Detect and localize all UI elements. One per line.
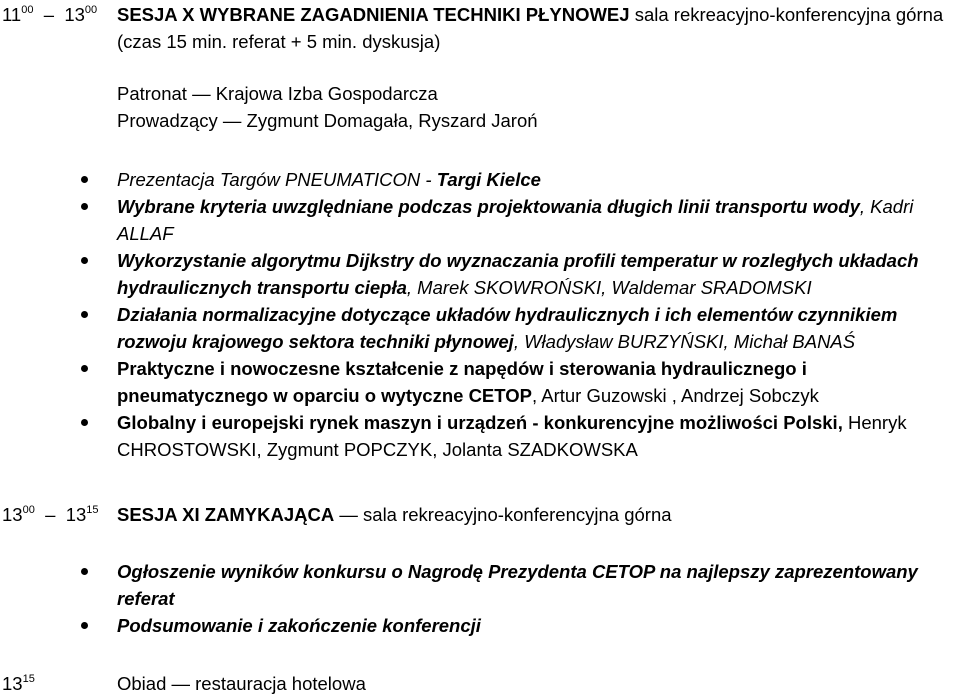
- session-x-header: [117, 1, 956, 55]
- bullet-icon: [81, 176, 88, 183]
- bullet-icon: [81, 203, 88, 210]
- list-item: Wykorzystanie algorytmu Dijkstry do wyznaczania profili temperatur w rozległych układach hydraulicznych transportu ciepła, Marek SKOWROŃSKI, Waldemar SRADOMSKI: [117, 247, 956, 301]
- time-minute: 00: [21, 4, 34, 16]
- session-x-patronage: [117, 80, 956, 134]
- session-xi-time: $13^{00} - 13^{15}$: [2, 504, 99, 525]
- list-item: Ogłoszenie wyników konkursu o Nagrodę Prezydenta CETOP na najlepszy zaprezentowany referat: [117, 558, 956, 612]
- time-hour: 11: [2, 4, 22, 25]
- bullet-icon: [81, 419, 88, 426]
- list-item: Podsumowanie i zakończenie konferencji: [117, 612, 956, 639]
- list-item: Globalny i europejski rynek maszyn i urządzeń - konkurencyjne możliwości Polski, Henryk CHROSTOWSKI, Zygmunt POPCZYK, Jolanta SZADKOWSKA: [117, 409, 956, 463]
- session-x-talks: [117, 166, 956, 463]
- lunch-time: $13^{15}$: [2, 673, 35, 694]
- lunch-label: Obiad — restauracja hotelowa: [117, 673, 366, 694]
- bullet-icon: [81, 311, 88, 318]
- time-minute: 00: [84, 4, 98, 16]
- list-item: Prezentacja Targów PNEUMATICON - Targi Kielce: [117, 166, 956, 193]
- bullet-icon: [81, 365, 88, 372]
- session-xi-header: [117, 501, 956, 528]
- patronage-line: Patronat — Krajowa Izba Gospodarcza: [117, 83, 438, 104]
- list-item: Praktyczne i nowoczesne kształcenie z napędów i sterowania hydraulicznego i pneumatycznego w oparciu o wytyczne CETOP, Artur Guzowski , Andrzej Sobczyk: [117, 355, 956, 409]
- session-xi-venue: — sala rekreacyjno-konferencyjna górna: [334, 504, 672, 525]
- session-x-time: $11^{00} - 13^{00}$: [2, 4, 98, 25]
- session-xi-title: SESJA XI ZAMYKAJĄCA: [117, 504, 335, 525]
- session-x-venue: sala rekreacyjno-konferencyjna górna (czas 15 min. referat + 5 min. dyskusja): [117, 4, 944, 52]
- session-xi-items: [117, 558, 956, 639]
- bullet-icon: [81, 257, 88, 264]
- chairs-line: Prowadzący — Zygmunt Domagała, Ryszard Jaroń: [117, 110, 538, 131]
- list-item: Działania normalizacyjne dotyczące układów hydraulicznych i ich elementów czynnikiem rozwoju krajowego sektora techniki płynowej, Władysław BURZYŃSKI, Michał BANAŚ: [117, 301, 956, 355]
- bullet-icon: [81, 568, 88, 575]
- session-x-title: SESJA X WYBRANE ZAGADNIENIA TECHNIKI PŁYNOWEJ: [117, 4, 630, 25]
- list-item: Wybrane kryteria uwzględniane podczas projektowania długich linii transportu wody, Kadri ALLAF: [117, 193, 956, 247]
- time-hour: 13: [64, 4, 85, 25]
- bullet-icon: [81, 622, 88, 629]
